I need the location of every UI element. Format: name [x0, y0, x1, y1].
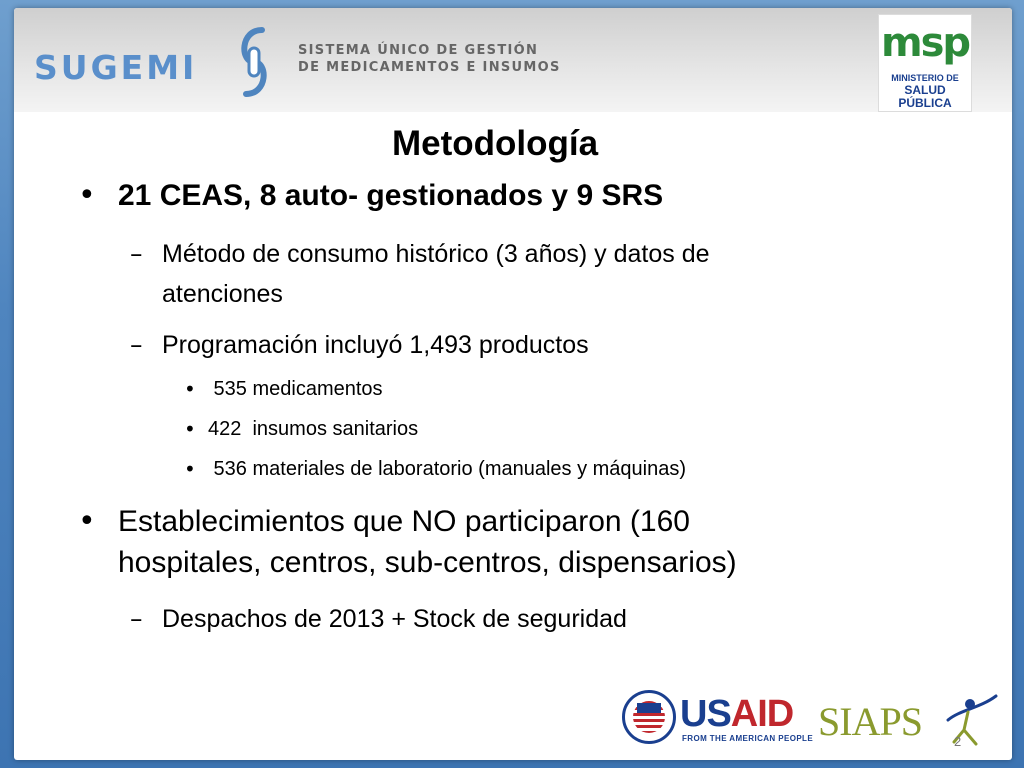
- sugemi-logo-text: SUGEMI: [34, 48, 198, 87]
- sub-bullet-programacion: Programación incluyó 1,493 productos: [162, 331, 589, 359]
- bullet-marker: •: [184, 417, 196, 441]
- ministry-logo-line1: MINISTERIO DE: [891, 73, 959, 83]
- us-seal-icon: [622, 690, 676, 744]
- sugemi-subtitle-line1: SISTEMA ÚNICO DE GESTIÓN: [298, 43, 539, 58]
- sugemi-subtitle: [298, 42, 561, 76]
- ministry-logo-line2: SALUD PÚBLICA: [898, 83, 952, 110]
- dash-marker: –: [130, 239, 143, 268]
- sub-sub-bullet-insumos: 422 insumos sanitarios: [208, 418, 419, 440]
- bullet-marker: •: [78, 504, 96, 539]
- bullet-marker: •: [184, 457, 196, 481]
- ministry-logo-letters: msp: [880, 20, 970, 66]
- usaid-logo-us: US: [680, 693, 731, 735]
- slide: [14, 8, 1012, 760]
- sugemi-subtitle-line2: DE MEDICAMENTOS E INSUMOS: [298, 60, 561, 75]
- sub-bullet-metodo-line1: Método de consumo histórico (3 años) y datos de: [162, 240, 710, 268]
- slide-title: Metodología: [391, 124, 599, 163]
- footer-logos: [622, 684, 1002, 754]
- bullet-marker: •: [184, 377, 196, 401]
- page-number: 2: [954, 734, 962, 749]
- bullet-marker: •: [78, 178, 96, 213]
- sub-sub-bullet-medicamentos: 535 medicamentos: [208, 378, 383, 400]
- siaps-logo: SIAPS: [818, 699, 922, 744]
- dash-marker: –: [130, 330, 143, 359]
- bullet-establecimientos-line2: hospitales, centros, sub-centros, dispensarios): [118, 546, 737, 579]
- header-band: [14, 8, 1012, 112]
- sugemi-logo-icon: [222, 22, 286, 102]
- dash-marker: –: [130, 604, 143, 633]
- usaid-logo: [680, 694, 793, 734]
- usaid-logo-aid: AID: [730, 693, 794, 735]
- sub-bullet-metodo-line2: atenciones: [162, 280, 283, 308]
- ministry-logo: [878, 14, 972, 112]
- bullet-establecimientos-line1: Establecimientos que NO participaron (160: [118, 505, 690, 538]
- sub-bullet-despachos: Despachos de 2013 + Stock de seguridad: [162, 605, 627, 633]
- siaps-figure-icon: [940, 690, 1000, 750]
- bullet-ceas: 21 CEAS, 8 auto- gestionados y 9 SRS: [118, 179, 664, 212]
- sub-sub-bullet-laboratorio: 536 materiales de laboratorio (manuales y máquinas): [208, 458, 687, 480]
- usaid-tagline: FROM THE AMERICAN PEOPLE: [682, 734, 814, 743]
